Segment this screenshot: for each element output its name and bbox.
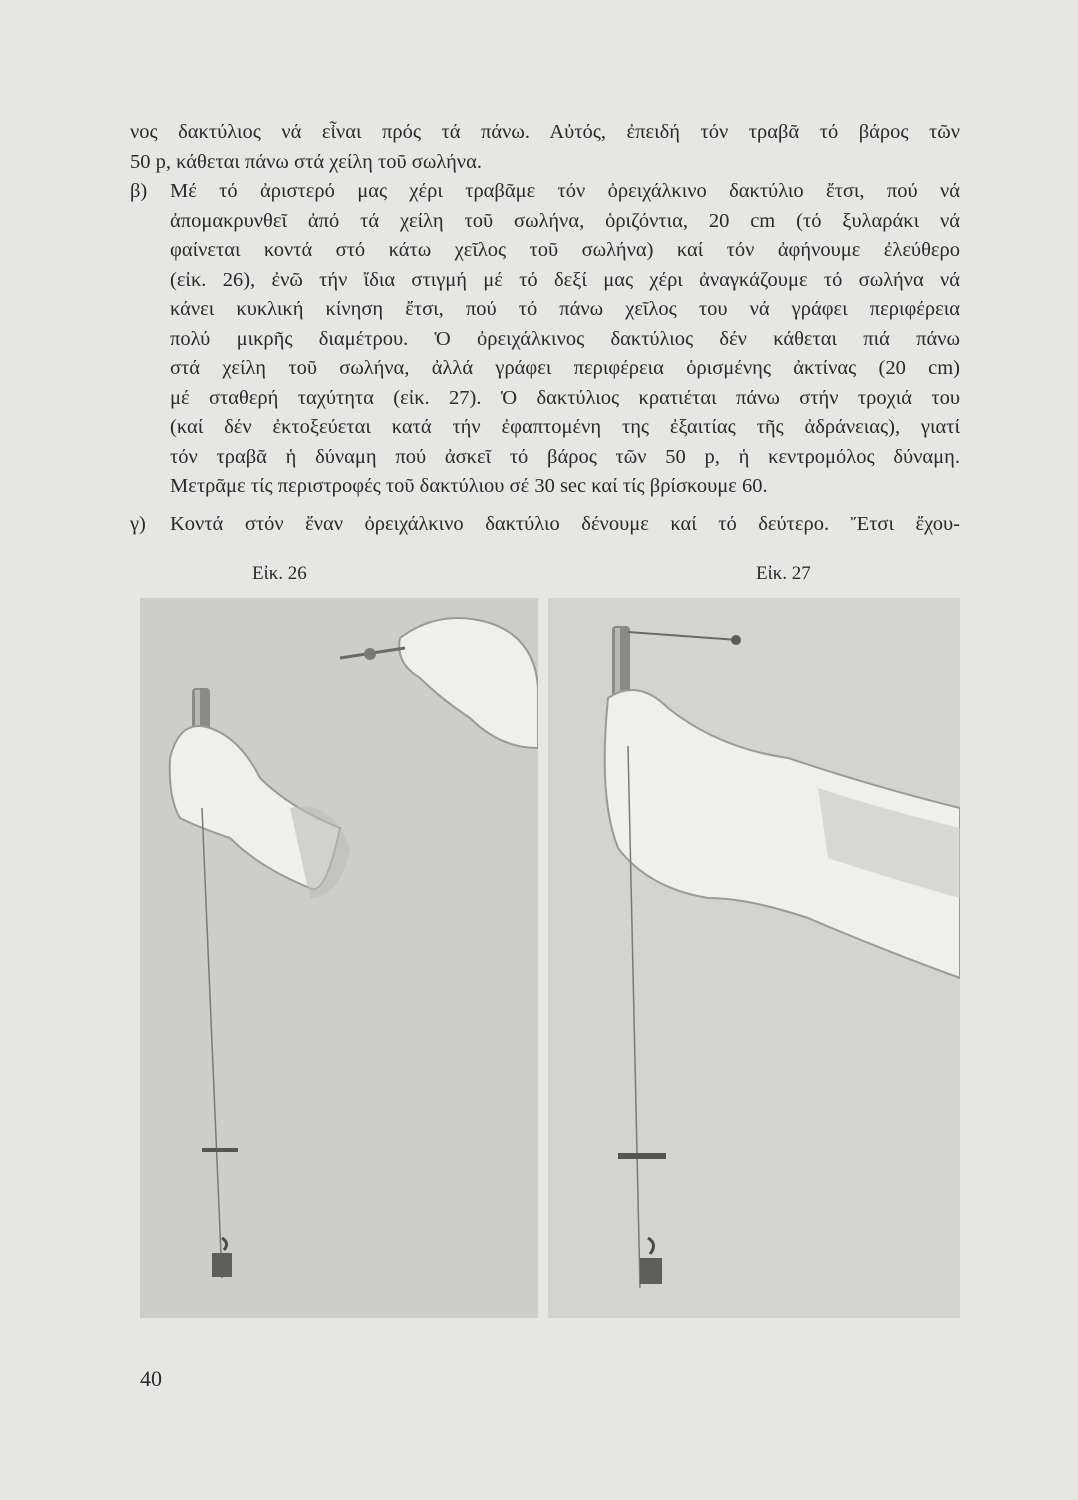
- text-line: [170, 472, 960, 502]
- text-line: μέ σταθερή ταχύτητα (εἰκ. 27). Ὁ δακτύλιος κρατιέται πάνω στήν τροχιά του: [170, 386, 960, 409]
- text-line: νος δακτύλιος νά εἶναι πρός τά πάνω. Αὐτός, ἐπειδή τόν τραβᾶ τό βάρος τῶν: [130, 121, 960, 143]
- figure-27-illustration: [548, 598, 960, 1318]
- text-line: τόν τραβᾶ ἡ δύναμη πού ἀσκεῖ τό βάρος τῶν 50 p, ἡ κεντρομόλος δύναμη.: [170, 445, 960, 468]
- text-line: Μέ τό ἀριστερό μας χέρι τραβᾶμε τόν ὀρειχάλκινο δακτύλιο ἔτσι, πού νά: [170, 180, 960, 202]
- text-line: (εἰκ. 26), ἐνῶ τήν ἴδια στιγμή μέ τό δεξί μας χέρι ἀναγκάζουμε τό σωλήνα νά: [170, 268, 960, 291]
- indented-text: Μετρᾶμε τίς περιστροφές τοῦ δακτύλιου σέ 30 sec καί τίς βρίσκουμε 60.: [170, 475, 768, 497]
- figure-26-caption: Εἰκ. 26: [252, 563, 307, 584]
- section-b-indented: [170, 472, 960, 502]
- text-line: κάνει κυκλική κίνηση ἔτσι, πού τό πάνω χεῖλος του νά γράφει περιφέρεια: [170, 298, 960, 320]
- section-b-paragraph: [170, 177, 960, 472]
- figure-26-photo: [140, 598, 538, 1318]
- intro-paragraph: [130, 118, 960, 177]
- text-line: 50 p, κάθεται πάνω στά χείλη τοῦ σωλήνα.: [130, 150, 482, 173]
- text-line: (καί δέν ἐκτοξεύεται κατά τήν ἐφαπτομένη της ἐξαιτίας τῆς ἀδράνειας), γιατί: [170, 416, 960, 438]
- figure-27-photo: [548, 598, 960, 1318]
- page-number: 40: [140, 1366, 162, 1391]
- text-line: Κοντά στόν ἕναν ὀρειχάλκινο δακτύλιο δένουμε καί τό δεύτερο. Ἔτσι ἔχου-: [170, 513, 960, 535]
- section-c-label: γ): [130, 513, 146, 535]
- figure-27-caption: Εἰκ. 27: [756, 563, 811, 584]
- text-line: ἀπομακρυνθεῖ ἀπό τά χείλη τοῦ σωλήνα, ὁριζόντια, 20 cm (τό ξυλαράκι νά: [170, 209, 960, 232]
- section-b-label: β): [130, 180, 148, 202]
- section-c-paragraph: [170, 510, 960, 540]
- text-line: πολύ μικρῆς διαμέτρου. Ὁ ὀρειχάλκινος δακτύλιος δέν κάθεται πιά πάνω: [170, 327, 960, 350]
- text-line: στά χείλη τοῦ σωλήνα, ἀλλά γράφει περιφέρεια ὁρισμένης ἀκτίνας (20 cm): [170, 357, 960, 379]
- text-line: φαίνεται κοντά στό κάτω χεῖλος τοῦ σωλήνα) καί τόν ἀφήνουμε ἐλεύθερο: [170, 239, 960, 261]
- figure-26-illustration: [140, 598, 538, 1318]
